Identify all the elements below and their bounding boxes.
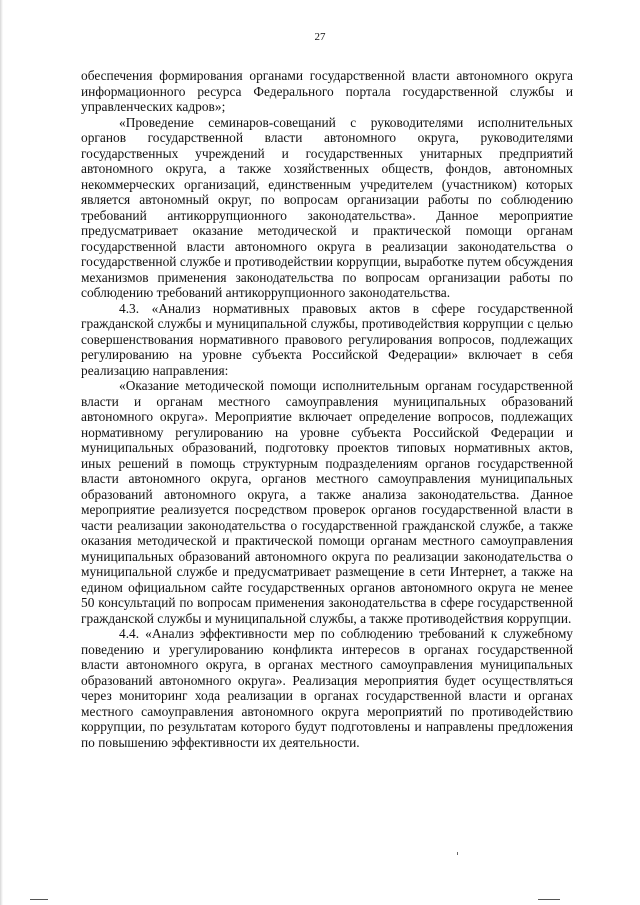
- paragraph-methodical-assistance: «Оказание методической помощи исполнительным органам государственной власти и органам местного самоуправления муниципальных образований автономного округа». Мероприятие включает определение вопросов, подлежащих нормативному регулированию на уровне субъекта Российской Федерации и муниципальных образований, подготовку проектов типовых нормативных актов, иных решений в помощь структурным подразделениям органов государственной власти автономного округа, органов местного самоуправления муниципальных образований автономного округа, а также анализа законодательства. Данное мероприятие реализуется посредством проверок органов государственной власти в части реализации законодательства о государственной гражданской службе, а также оказания методической и практической помощи органам местного самоуправления муниципальных образований автономного округа по реализации законодательства о муниципальной службе и предусматривает размещение в сети Интернет, а также на едином официальном сайте государственных органов автономного округа не менее 50 консультаций по вопросам применения законодательства в сфере государственной гражданской службы и муниципальной службы, а также противодействия коррупции.: [81, 378, 573, 626]
- paragraph-section-4-4: 4.4. «Анализ эффективности мер по соблюдению требований к служебному поведению и урегулированию конфликта интересов в органах государственной власти автономного округа, в органах местного самоуправления муниципальных образований автономного округа». Реализация мероприятия будет осуществляться через мониторинг хода реализации в органах государственной власти и органах местного самоуправления автономного округа мероприятий по противодействию коррупции, по результатам которого будут подготовлены и направлены предложения по повышению эффективности их деятельности.: [81, 626, 573, 750]
- scan-artifact-mark-left: [30, 899, 48, 900]
- paragraph-section-4-3: 4.3. «Анализ нормативных правовых актов в сфере государственной гражданской службы и муниципальной службы, противодействия коррупции с целью совершенствования нормативного правового регулирования вопросов, подлежащих регулированию на уровне субъекта Российской Федерации» включает в себя реализацию направления:: [81, 300, 573, 378]
- paragraph-seminars: «Проведение семинаров-совещаний с руководителями исполнительных органов государственной власти автономного округа, руководителями государственных учреждений и государственных унитарных предприятий автономного округа, а также хозяйственных обществ, фондов, автономных некоммерческих организаций, единственным учредителем (участником) которых является автономный округ, по вопросам организации работы по соблюдению требований антикоррупционного законодательства». Данное мероприятие предусматривает оказание методической и практической помощи органам государственной власти автономного округа в реализации законодательства о государственной службе и противодействии коррупции, выработке путем обсуждения механизмов применения законодательства по вопросам организации работы по соблюдению требований антикоррупционного законодательства.: [81, 114, 573, 300]
- scan-artifact-dot: [457, 852, 458, 855]
- scan-artifact-mark-right: [538, 899, 560, 900]
- paragraph-continuation: обеспечения формирования органами государственной власти автономного округа информационного ресурса Федерального портала государственной службы и управленческих кадров»;: [81, 68, 573, 114]
- document-body: [81, 68, 573, 750]
- scan-left-edge: [0, 0, 3, 905]
- page-number: 27: [314, 31, 326, 43]
